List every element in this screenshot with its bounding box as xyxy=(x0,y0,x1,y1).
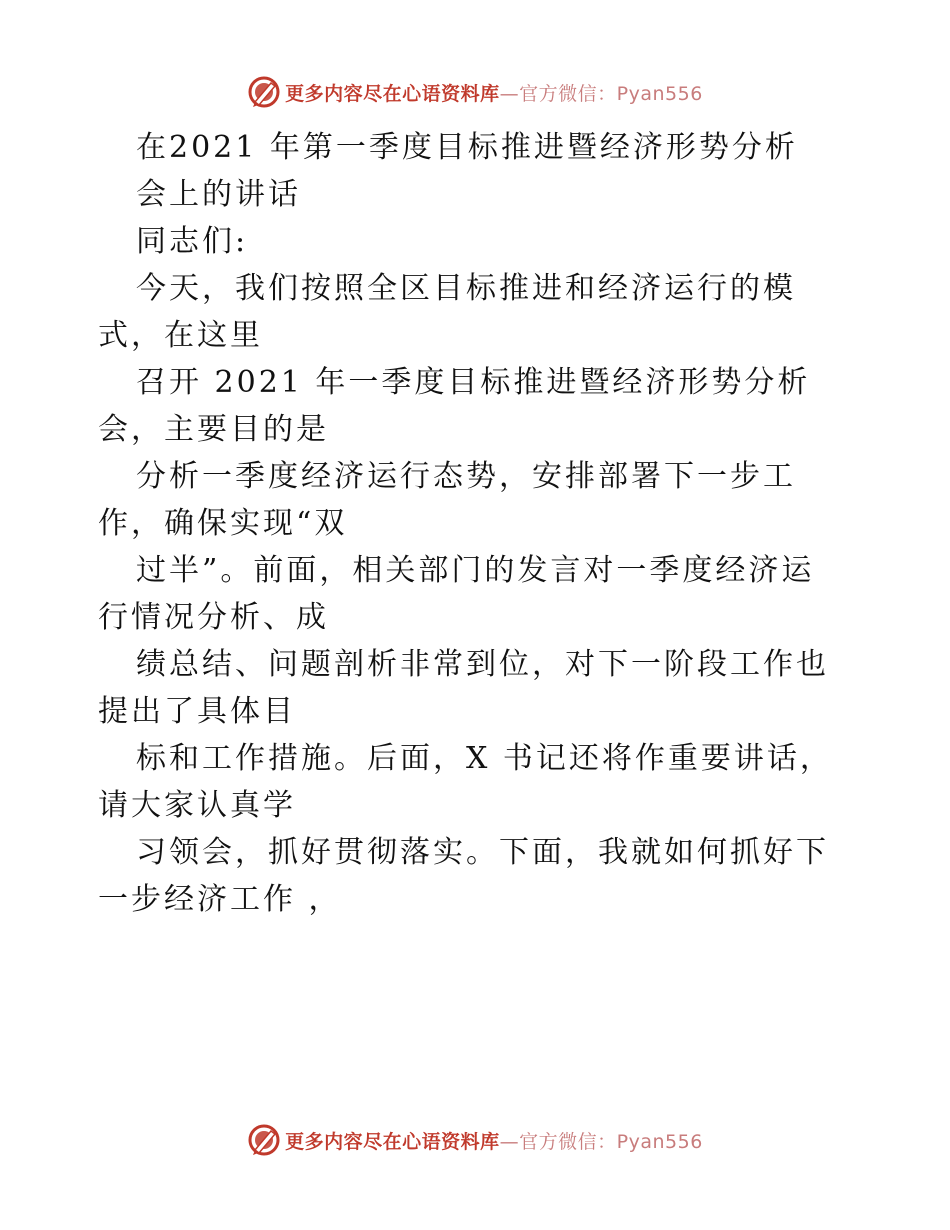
document-line: 过半”。前面，相关部门的发言对一季度经济运 xyxy=(136,553,815,588)
document-line: 会上的讲话 xyxy=(136,177,301,212)
banner-wechat: 官方微信：Pyan556 xyxy=(519,1130,703,1153)
banner-brand: 更多内容尽在心语资料库 xyxy=(285,82,500,105)
pen-logo-icon xyxy=(247,75,281,109)
document-line: 一步经济工作 ， xyxy=(98,882,342,917)
footer-banner xyxy=(0,1118,950,1162)
document-line: 请大家认真学 xyxy=(98,788,296,823)
document-line: 作，确保实现“双 xyxy=(98,506,348,541)
document-line: 分析一季度经济运行态势，安排部署下一步工 xyxy=(136,459,796,494)
document-line: 在2021 年第一季度目标推进暨经济形势分析 xyxy=(136,130,798,165)
document-line: 标和工作措施。后面，X 书记还将作重要讲话， xyxy=(136,741,833,776)
document-body xyxy=(98,124,858,923)
banner-text xyxy=(285,79,703,106)
document-line: 提出了具体目 xyxy=(98,694,296,729)
banner-wechat: 官方微信：Pyan556 xyxy=(519,82,703,105)
document-line: 今天，我们按照全区目标推进和经济运行的模 xyxy=(136,271,796,306)
banner-separator: — xyxy=(499,1130,520,1153)
document-line: 召开 2021 年一季度目标推进暨经济形势分析 xyxy=(136,365,811,400)
banner-brand: 更多内容尽在心语资料库 xyxy=(285,1130,500,1153)
document-line: 同志们: xyxy=(136,224,249,259)
document-line: 习领会，抓好贯彻落实。下面，我就如何抓好下 xyxy=(136,835,829,870)
pen-logo-icon xyxy=(247,1123,281,1157)
document-line: 会，主要目的是 xyxy=(98,412,329,447)
banner-separator: — xyxy=(499,82,520,105)
document-line: 行情况分析、成 xyxy=(98,600,329,635)
document-line: 式，在这里 xyxy=(98,318,263,353)
banner-text xyxy=(285,1127,703,1154)
header-banner xyxy=(0,70,950,114)
document-line: 绩总结、问题剖析非常到位，对下一阶段工作也 xyxy=(136,647,829,682)
